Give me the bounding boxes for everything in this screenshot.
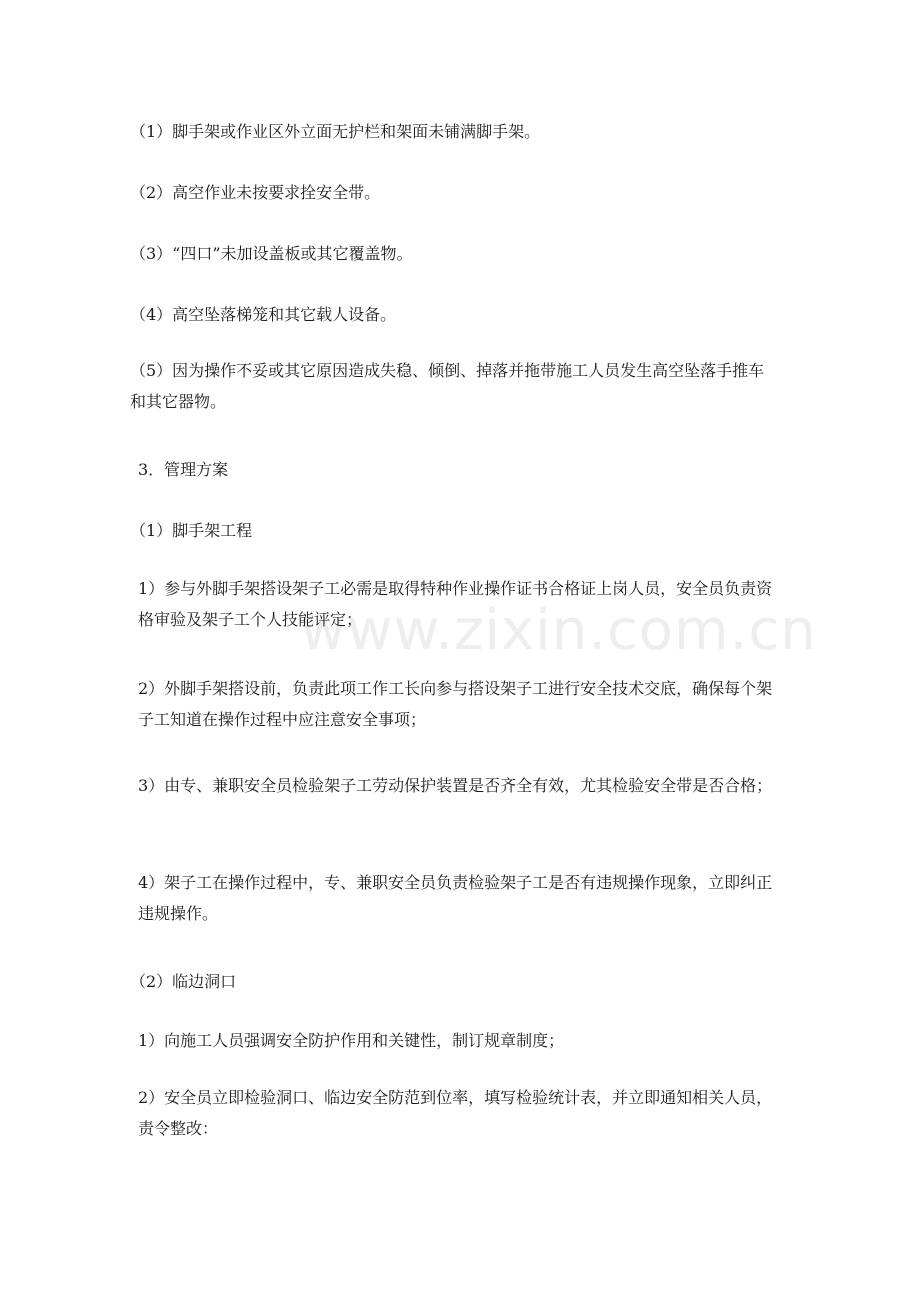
paragraph-risk-1: （1）脚手架或作业区外立面无护栏和架面未铺满脚手架。	[130, 122, 541, 141]
section-heading-management: 3．管理方案	[138, 460, 229, 479]
paragraph-scaffold-3: 3）由专、兼职安全员检验架子工劳动保护装置是否齐全有效，尤其检验安全带是否合格；	[138, 776, 773, 795]
paragraph-edge-2: 2）安全员立即检验洞口、临边安全防范到位率，填写检验统计表，并立即通知相关人员，责令整改：	[138, 1088, 773, 1138]
paragraph-risk-4: （4）高空坠落梯笼和其它载人设备。	[130, 305, 397, 324]
watermark: www.zixin.com.cn	[300, 598, 817, 663]
paragraph-edge-1: 1）向施工人员强调安全防护作用和关键性，制订规章制度；	[138, 1031, 565, 1050]
subheading-edge-openings: （2）临边洞口	[130, 972, 237, 991]
paragraph-risk-5: （5）因为操作不妥或其它原因造成失稳、倾倒、掉落并拖带施工人员发生高空坠落手推车和其它器物。	[130, 361, 765, 411]
paragraph-risk-3: （3）“四口”未加设盖板或其它覆盖物。	[130, 244, 413, 263]
paragraph-scaffold-4: 4）架子工在操作过程中，专、兼职安全员负责检验架子工是否有违规操作现象，立即纠正违规操作。	[138, 873, 773, 923]
paragraph-scaffold-1: 1）参与外脚手架搭设架子工必需是取得特种作业操作证书合格证上岗人员，安全员负责资格审验及架子工个人技能评定；	[138, 579, 773, 629]
paragraph-scaffold-2: 2）外脚手架搭设前，负责此项工作工长向参与搭设架子工进行安全技术交底，确保每个架子工知道在操作过程中应注意安全事项；	[138, 679, 773, 729]
paragraph-risk-2: （2）高空作业未按要求拴安全带。	[130, 183, 381, 202]
subheading-scaffold: （1）脚手架工程	[130, 521, 253, 540]
